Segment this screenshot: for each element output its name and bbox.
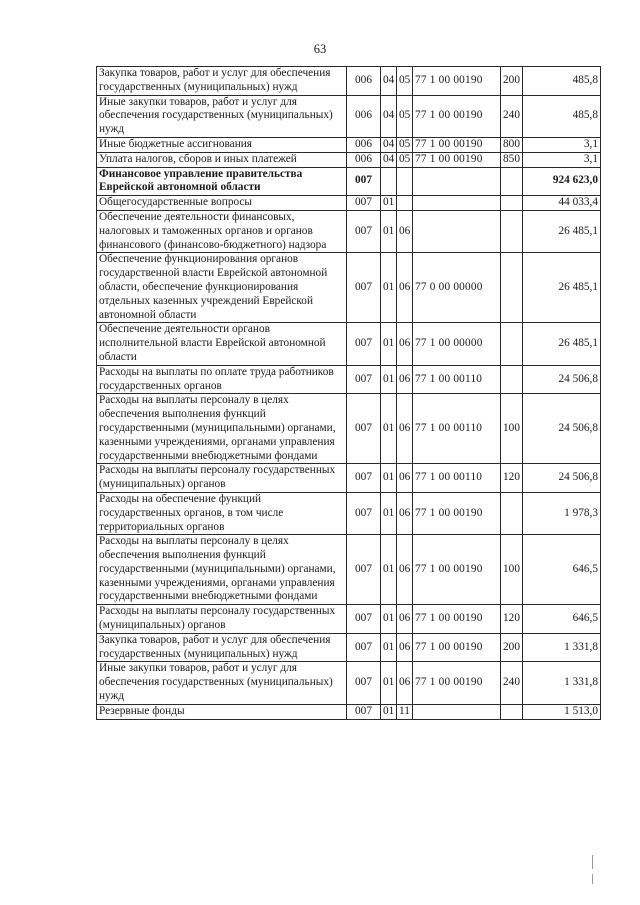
row-subsection-code-cell: 05 (397, 95, 413, 137)
row-target-article-cell: 77 1 00 00190 (413, 605, 501, 634)
row-admin-code-cell: 007 (347, 605, 381, 634)
table-row (97, 394, 601, 464)
row-name-cell: Иные закупки товаров, работ и услуг для обеспечения государственных (муниципальных) нужд (97, 95, 347, 137)
row-expense-type-cell (501, 365, 523, 394)
row-section-code-cell: 01 (381, 492, 397, 534)
table-row (97, 253, 601, 323)
row-expense-type-cell: 100 (501, 394, 523, 464)
row-target-article-cell (413, 210, 501, 252)
row-target-article-cell: 77 1 00 00190 (413, 67, 501, 96)
row-expense-type-cell: 240 (501, 95, 523, 137)
row-subsection-code-cell: 06 (397, 253, 413, 323)
row-admin-code-cell: 006 (347, 95, 381, 137)
row-name-cell: Уплата налогов, сборов и иных платежей (97, 152, 347, 167)
row-target-article-cell: 77 1 00 00190 (413, 492, 501, 534)
row-name-cell: Иные закупки товаров, работ и услуг для обеспечения государственных (муниципальных) нужд (97, 662, 347, 704)
row-target-article-cell: 77 1 00 00110 (413, 394, 501, 464)
row-subsection-code-cell: 06 (397, 323, 413, 365)
row-amount-cell: 26 485,1 (523, 323, 601, 365)
row-section-code-cell: 01 (381, 535, 397, 605)
row-section-code-cell: 04 (381, 95, 397, 137)
table-row (97, 95, 601, 137)
row-admin-code-cell: 006 (347, 152, 381, 167)
row-expense-type-cell (501, 210, 523, 252)
row-admin-code-cell: 007 (347, 253, 381, 323)
row-section-code-cell: 01 (381, 605, 397, 634)
row-amount-cell: 1 331,8 (523, 633, 601, 662)
row-section-code-cell: 01 (381, 196, 397, 211)
table-row (97, 704, 601, 719)
row-expense-type-cell: 240 (501, 662, 523, 704)
row-amount-cell: 24 506,8 (523, 394, 601, 464)
row-amount-cell: 485,8 (523, 95, 601, 137)
row-subsection-code-cell: 06 (397, 605, 413, 634)
row-expense-type-cell (501, 492, 523, 534)
row-target-article-cell (413, 167, 501, 196)
row-amount-cell: 1 513,0 (523, 704, 601, 719)
row-subsection-code-cell (397, 167, 413, 196)
row-amount-cell: 24 506,8 (523, 464, 601, 493)
row-expense-type-cell: 120 (501, 605, 523, 634)
row-expense-type-cell: 200 (501, 67, 523, 96)
row-target-article-cell: 77 1 00 00190 (413, 137, 501, 152)
row-amount-cell: 24 506,8 (523, 365, 601, 394)
row-subsection-code-cell: 06 (397, 662, 413, 704)
margin-mark (592, 874, 593, 884)
table-row (97, 492, 601, 534)
row-target-article-cell: 77 1 00 00000 (413, 323, 501, 365)
row-subsection-code-cell: 05 (397, 67, 413, 96)
row-amount-cell: 44 033,4 (523, 196, 601, 211)
row-subsection-code-cell: 06 (397, 633, 413, 662)
row-expense-type-cell (501, 323, 523, 365)
row-name-cell: Закупка товаров, работ и услуг для обеспечения государственных (муниципальных) нужд (97, 633, 347, 662)
row-subsection-code-cell (397, 196, 413, 211)
table-row (97, 535, 601, 605)
row-name-cell: Закупка товаров, работ и услуг для обеспечения государственных (муниципальных) нужд (97, 67, 347, 96)
row-name-cell: Обеспечение деятельности финансовых, налоговых и таможенных органов и органов финансового (финансово-бюджетного) надзора (97, 210, 347, 252)
row-admin-code-cell: 007 (347, 365, 381, 394)
row-admin-code-cell: 007 (347, 167, 381, 196)
row-admin-code-cell: 007 (347, 633, 381, 662)
row-section-code-cell (381, 167, 397, 196)
row-section-code-cell: 04 (381, 152, 397, 167)
row-expense-type-cell: 800 (501, 137, 523, 152)
row-amount-cell: 26 485,1 (523, 210, 601, 252)
row-admin-code-cell: 007 (347, 492, 381, 534)
table-row (97, 210, 601, 252)
row-amount-cell: 1 331,8 (523, 662, 601, 704)
row-expense-type-cell: 120 (501, 464, 523, 493)
row-subsection-code-cell: 06 (397, 210, 413, 252)
row-subsection-code-cell: 06 (397, 492, 413, 534)
row-expense-type-cell: 100 (501, 535, 523, 605)
row-amount-cell: 485,8 (523, 67, 601, 96)
row-admin-code-cell: 006 (347, 137, 381, 152)
row-section-code-cell: 01 (381, 633, 397, 662)
table-row (97, 67, 601, 96)
row-amount-cell: 646,5 (523, 605, 601, 634)
row-admin-code-cell: 007 (347, 464, 381, 493)
row-expense-type-cell: 850 (501, 152, 523, 167)
row-section-code-cell: 01 (381, 704, 397, 719)
budget-table (96, 66, 601, 720)
row-name-cell: Обеспечение функционирования органов государственной власти Еврейской автономной области, обеспечение функционирования отдельных казенных учреждений Еврейской автономной области (97, 253, 347, 323)
row-section-code-cell: 01 (381, 365, 397, 394)
row-name-cell: Общегосударственные вопросы (97, 196, 347, 211)
row-expense-type-cell (501, 704, 523, 719)
row-target-article-cell: 77 1 00 00190 (413, 535, 501, 605)
table-row (97, 365, 601, 394)
row-subsection-code-cell: 06 (397, 535, 413, 605)
table-row (97, 662, 601, 704)
row-target-article-cell: 77 1 00 00190 (413, 152, 501, 167)
budget-table-body (97, 67, 601, 720)
table-row (97, 605, 601, 634)
row-expense-type-cell (501, 167, 523, 196)
row-admin-code-cell: 007 (347, 704, 381, 719)
table-row (97, 152, 601, 167)
row-target-article-cell: 77 1 00 00110 (413, 365, 501, 394)
row-target-article-cell (413, 196, 501, 211)
table-row (97, 464, 601, 493)
row-target-article-cell: 77 1 00 00110 (413, 464, 501, 493)
row-subsection-code-cell: 05 (397, 137, 413, 152)
table-row (97, 323, 601, 365)
row-amount-cell: 646,5 (523, 535, 601, 605)
row-subsection-code-cell: 05 (397, 152, 413, 167)
table-row (97, 633, 601, 662)
row-amount-cell: 3,1 (523, 152, 601, 167)
row-name-cell: Финансовое управление правительства Еврейской автономной области (97, 167, 347, 196)
row-admin-code-cell: 007 (347, 196, 381, 211)
row-expense-type-cell: 200 (501, 633, 523, 662)
row-name-cell: Иные бюджетные ассигнования (97, 137, 347, 152)
row-name-cell: Резервные фонды (97, 704, 347, 719)
row-name-cell: Обеспечение деятельности органов исполнительной власти Еврейской автономной области (97, 323, 347, 365)
row-expense-type-cell (501, 196, 523, 211)
row-section-code-cell: 01 (381, 323, 397, 365)
row-amount-cell: 26 485,1 (523, 253, 601, 323)
row-section-code-cell: 01 (381, 464, 397, 493)
row-subsection-code-cell: 06 (397, 464, 413, 493)
table-row (97, 196, 601, 211)
row-admin-code-cell: 007 (347, 323, 381, 365)
row-admin-code-cell: 007 (347, 210, 381, 252)
row-subsection-code-cell: 06 (397, 394, 413, 464)
row-section-code-cell: 04 (381, 67, 397, 96)
row-name-cell: Расходы на выплаты персоналу государственных (муниципальных) органов (97, 464, 347, 493)
table-row (97, 137, 601, 152)
table-row (97, 167, 601, 196)
row-section-code-cell: 04 (381, 137, 397, 152)
row-admin-code-cell: 007 (347, 662, 381, 704)
row-name-cell: Расходы на выплаты персоналу в целях обеспечения выполнения функций государственными (муниципальными) органами, казенными учреждениями, органами управления государственными внебюджетными фондами (97, 535, 347, 605)
row-section-code-cell: 01 (381, 253, 397, 323)
row-target-article-cell: 77 1 00 00190 (413, 95, 501, 137)
row-expense-type-cell (501, 253, 523, 323)
row-target-article-cell: 77 0 00 00000 (413, 253, 501, 323)
row-section-code-cell: 01 (381, 210, 397, 252)
row-amount-cell: 3,1 (523, 137, 601, 152)
row-subsection-code-cell: 11 (397, 704, 413, 719)
row-subsection-code-cell: 06 (397, 365, 413, 394)
row-admin-code-cell: 007 (347, 394, 381, 464)
row-target-article-cell (413, 704, 501, 719)
page-number: 63 (313, 42, 327, 56)
row-name-cell: Расходы на выплаты персоналу в целях обеспечения выполнения функций государственными (муниципальными) органами, казенными учреждениями, органами управления государственными внебюджетными фондами (97, 394, 347, 464)
row-name-cell: Расходы на выплаты персоналу государственных (муниципальных) органов (97, 605, 347, 634)
row-target-article-cell: 77 1 00 00190 (413, 633, 501, 662)
row-name-cell: Расходы на обеспечение функций государственных органов, в том числе территориальных органов (97, 492, 347, 534)
row-admin-code-cell: 007 (347, 535, 381, 605)
row-name-cell: Расходы на выплаты по оплате труда работников государственных органов (97, 365, 347, 394)
margin-mark (592, 855, 593, 869)
row-target-article-cell: 77 1 00 00190 (413, 662, 501, 704)
row-section-code-cell: 01 (381, 662, 397, 704)
row-section-code-cell: 01 (381, 394, 397, 464)
row-amount-cell: 1 978,3 (523, 492, 601, 534)
row-admin-code-cell: 006 (347, 67, 381, 96)
row-amount-cell: 924 623,0 (523, 167, 601, 196)
